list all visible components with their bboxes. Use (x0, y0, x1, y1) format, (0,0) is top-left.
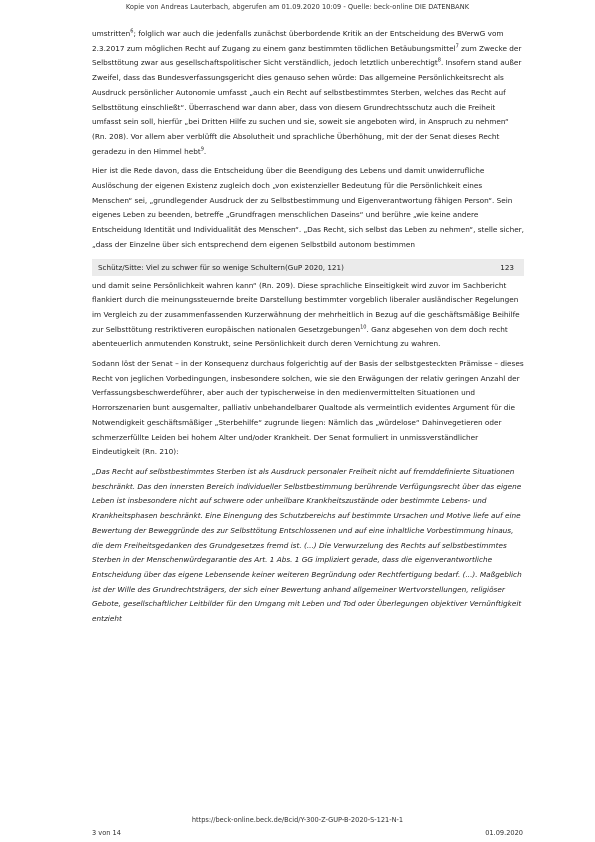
paragraph (92, 279, 524, 353)
paragraph-text: . Insofern stand außer Zweifel, dass das Bundesverfassungsgericht dies genauso sehen würde: Das allgemeine Persönlichkeitsrecht als Ausdruck persönlicher Autonomie umfasst „auch ein Recht auf selbstbestimmtes Sterben, welches das Recht auf Selbsttötung einschließt“. Überraschend war dann aber, dass von diesem Grundrechtsschutz auch die Freiheit umfasst sein soll, hierfür „bei Dritten Hilfe zu suchen und sie, soweit sie angeboten wird, in Anspruch zu nehmen“ (Rn. 208). Vor allem aber verblüfft die Absolutheit und sprachliche Überhöhung, mit der der Senat dieses Recht geradezu in den Himmel hebt (92, 58, 522, 156)
running-head-page-number: 123 (500, 262, 514, 272)
footer-page-info: 3 von 14 (92, 829, 121, 837)
footer-url[interactable]: https://beck-online.beck.de/Bcid/Y-300-Z-GUP-B-2020-S-121-N-1 (191, 816, 404, 824)
paragraph-text: zum Zwecke der Selbsttötung zwar aus gesellschaftspolitischer Sicht verständlich, jedoch letztlich unberechtigt (92, 43, 522, 68)
paragraph-text: und damit seine Persönlichkeit wahren kann“ (Rn. 209). Diese sprachliche Einseitigkeit wird zuvor im Sachbericht flankiert durch die meinungssteuernde breite Darstellung bestimmter vorgeblich liberaler ausländischer Regelungen im Vergleich zu der zusammenfassenden Kurzerwähnung der mehrheitlich in Bezug auf die geschäftsmäßige Beihilfe zur Selbsttötung restriktiveren europäischen nationalen Gesetzgebungen (92, 280, 520, 334)
paragraph-text: umstritten (92, 29, 131, 38)
footer-date: 01.09.2020 (485, 829, 523, 837)
footnote-ref[interactable]: 10 (360, 324, 367, 331)
paragraph: Hier ist die Rede davon, dass die Entscheidung über die Beendigung des Lebens und damit unwiderrufliche Auslöschung der eigenen Existenz zugleich doch „von existenzieller Bedeutung für die Persönlichkeit eines Menschen“ sei, „grundlegender Ausdruck der zu Selbstbestimmung und Eigenverantwortung fähigen Person“. Sein eigenes Leben zu beenden, betreffe „Grundfragen menschlichen Daseins“ und berühre „wie keine andere Entscheidung Identität und Individualität des Menschen“. „Das Recht, sich selbst das Leben zu nehmen“, stelle sicher, „dass der Einzelne über sich entsprechend dem eigenen Selbstbild autonom bestimmen (92, 166, 524, 249)
paragraph (92, 27, 524, 159)
footnote-ref[interactable]: 9 (200, 146, 204, 153)
paragraph-text: . (203, 146, 207, 156)
running-head-title: Schütz/Sitte: Viel zu schwer für so wenige Schultern(GuP 2020, 121) (98, 262, 344, 272)
page-header: Kopie von Andreas Lauterbach, abgerufen am 01.09.2020 10:09 - Quelle: beck-online DIE DATENBANK (125, 3, 470, 11)
running-head (92, 259, 524, 276)
paragraph-text: ; folglich war auch die jedenfalls zunächst überbordende Kritik an der Entscheidung des BVerwG vom 2.3.2017 zum möglichen Recht auf Zugang zu einem ganz bestimmten tödlichen Betäubungsmittel (92, 29, 504, 53)
document-body (92, 27, 524, 632)
footnote-ref[interactable]: 6 (130, 28, 134, 35)
paragraph: Sodann löst der Senat – in der Konsequenz durchaus folgerichtig auf der Basis der selbstgesteckten Prämisse – dieses Recht von jeglichen Vorbedingungen, insbesondere solchen, wie sie den Erwägungen der relativ geringen Anzahl der Verfassungsbeschwerdeführer, aber auch der typischerweise in den medienvermittelten Situationen und Horrorszenarien bunt ausgemalter, palliativ unbehandelbarer Qualtode als vermeintlich evidentes Argument für die Notwendigkeit geschäftsmäßiger „Sterbehilfe“ zugrunde liegen: Nämlich das „würdelose“ Dahinvegetieren oder schmerzerfüllte Leiden bei hohem Alter und/oder Krankheit. Der Senat formuliert in unmissverständlicher Eindeutigkeit (Rn. 210): (92, 359, 524, 457)
block-quote: „Das Recht auf selbstbestimmtes Sterben ist als Ausdruck personaler Freiheit nicht auf fremddefinierte Situationen beschränkt. Das den innersten Bereich individueller Selbstbestimmung berührende Verfügungsrecht über das eigene Leben ist insbesondere nicht auf schwere oder unheilbare Krankheitszustände oder bestimmte Lebens- und Krankheitsphasen beschränkt. Eine Einengung des Schutzbereichs auf bestimmte Ursachen und Motive liefe auf eine Bewertung der Beweggründe des zur Selbsttötung Entschlossenen und auf eine inhaltliche Vorbestimmung hinaus, die dem Freiheitsgedanken des Grundgesetzes fremd ist. (...) Die Verwurzelung des Rechts auf selbstbestimmtes Sterben in der Menschenwürdegarantie des Art. 1 Abs. 1 GG impliziert gerade, dass die eigenverantwortliche Entscheidung über das eigene Lebensende keiner weiteren Begründung oder Rechtfertigung bedarf. (...). Maßgeblich ist der Wille des Grundrechtsträgers, der sich einer Bewertung anhand allgemeiner Wertvorstellungen, religiöser Gebote, gesellschaftlicher Leitbilder für den Umgang mit Leben und Tod oder Überlegungen objektiver Vernünftigkeit entzieht (92, 466, 522, 624)
footnote-ref[interactable]: 8 (437, 57, 441, 64)
footnote-ref[interactable]: 7 (455, 43, 459, 50)
paragraph-text: . Ganz abgesehen von dem doch recht abenteuerlich anmutenden Konstrukt, seine Persönlichkeit durch deren Vernichtung zu wahren. (92, 324, 508, 349)
